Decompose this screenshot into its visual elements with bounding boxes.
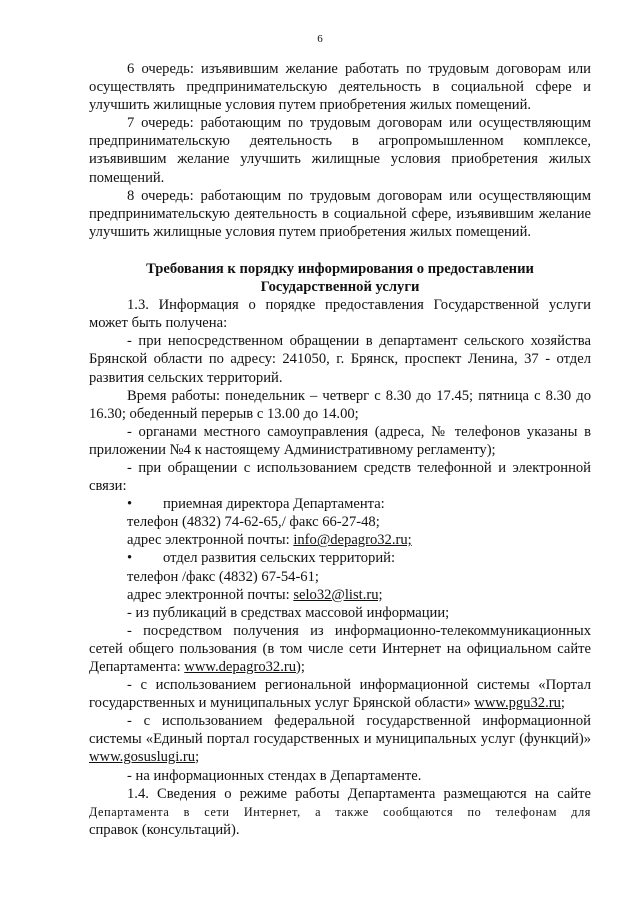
bullet-icon: •	[127, 550, 133, 567]
paragraph-1-4-line1: 1.4. Сведения о режиме работы Департамента размещаются на сайте	[127, 785, 591, 802]
paragraph-1-4-line3: справок (консультаций).	[89, 821, 240, 838]
paragraph-queue-8: 8 очередь: работающим по трудовым договорам или осуществляющим предпринимательскую деятельность в социальной сфере, изъявившим желание улучшить жилищные условия путем приобретения жилых помещений.	[89, 187, 591, 240]
reception-email-label: адрес электронной почты:	[127, 532, 294, 549]
paragraph-direct-contact: - при непосредственном обращении в департамент сельского хозяйства Брянской области по адресу: 241050, г. Брянск, проспект Ленина, 37 - отдел развития сельских территорий.	[89, 333, 591, 386]
paragraph-local-authorities: - органами местного самоуправления (адреса, № телефонов указаны в приложении №4 к настоящему Административному регламенту);	[89, 423, 591, 458]
reception-title: приемная директора Департамента:	[163, 496, 385, 513]
pgu32-link[interactable]: www.pgu32.ru	[474, 695, 561, 712]
paragraph-schedule: Время работы: понедельник – четверг с 8.30 до 17.45; пятница с 8.30 до 16.30; обеденный перерыв с 13.00 до 14.00;	[89, 387, 591, 422]
rural-dept-email-line	[89, 586, 591, 604]
bullet-icon: •	[127, 496, 133, 513]
reception-phone: телефон (4832) 74-62-65,/ факс 66-27-48;	[127, 514, 380, 531]
rural-dept-item	[89, 549, 591, 567]
paragraph-phone-email: - при обращении с использованием средств телефонной и электронной связи:	[89, 459, 591, 495]
rural-dept-email-label: адрес электронной почты:	[127, 586, 294, 603]
reception-email-link[interactable]: info@depagro32.ru;	[293, 532, 412, 549]
depagro-site-link[interactable]: www.depagro32.ru	[184, 659, 297, 675]
paragraph-media: - из публикаций в средствах массовой информации;	[127, 604, 450, 621]
rural-dept-phone: телефон /факс (4832) 67-54-61;	[127, 568, 319, 585]
rural-dept-email-link[interactable]: selo32@list.ru;	[293, 586, 383, 603]
spacer	[89, 241, 591, 260]
paragraph-stands: - на информационных стендах в Департаменте.	[127, 767, 422, 784]
regional-text: - с использованием региональной информационной системы «Портал государственных и муниципальных услуг Брянской области»	[89, 677, 591, 712]
internet-text: - посредством получения из информационно-телекоммуникационных сетей общего пользования (в том числе сети Интернет на официальном сайте Департамента:	[89, 622, 591, 675]
paragraph-federal-portal	[89, 712, 591, 766]
reception-item	[89, 495, 591, 513]
paragraph-regional-portal	[89, 676, 591, 712]
paragraph-queue-6: 6 очередь: изъявившим желание работать по трудовым договорам или осуществлять предпринимательскую деятельность в социальной сфере и улучшить жилищные условия путем приобретения жилых помещений.	[89, 61, 591, 114]
section-heading-line1: Требования к порядку информирования о предоставлении	[146, 260, 534, 277]
paragraph-queue-7: 7 очередь: работающим по трудовым договорам или осуществляющим предпринимательскую деятельность в агропромышленном комплексе, изъявившим желание улучшить жилищные условия приобретения жилых помещений.	[89, 115, 591, 186]
paragraph-internet	[89, 622, 591, 676]
internet-text-end: );	[296, 659, 305, 675]
paragraph-1-4-line2: Департамента в сети Интернет, а также сообщаются по телефонам для	[89, 804, 591, 819]
document-body	[89, 60, 591, 839]
reception-email-line	[89, 531, 591, 549]
gosuslugi-link[interactable]: www.gosuslugi.ru	[89, 749, 196, 766]
page-number: 6	[317, 33, 323, 45]
paragraph-1-3: 1.3. Информация о порядке предоставления Государственной услуги может быть получена:	[89, 297, 591, 332]
federal-text-end: ;	[195, 749, 200, 766]
rural-dept-title: отдел развития сельских территорий:	[163, 550, 396, 567]
section-heading-line2: Государственной услуги	[260, 279, 420, 296]
federal-text: - с использованием федеральной государственной информационной системы «Единый портал государственных и муниципальных услуг (функций)»	[89, 713, 591, 748]
regional-text-end: ;	[560, 695, 565, 712]
